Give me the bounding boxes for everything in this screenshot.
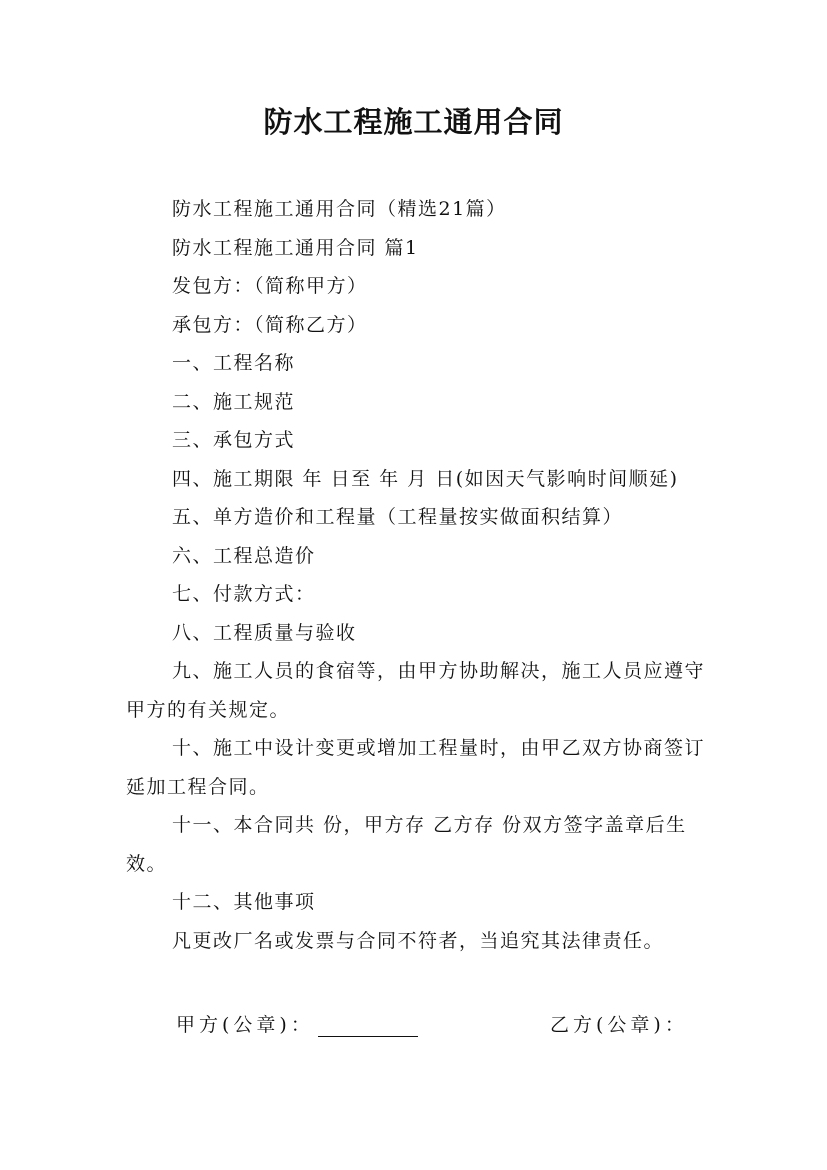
paragraph: 十二、其他事项 bbox=[172, 891, 316, 913]
paragraph: 七、付款方式： bbox=[172, 583, 316, 605]
paragraph: 二、施工规范 bbox=[172, 390, 296, 413]
paragraph: 发包方：（简称甲方） bbox=[172, 275, 368, 297]
document-title: 防水工程施工通用合同 bbox=[263, 105, 564, 139]
paragraph: 十、施工中设计变更或增加工程量时，由甲乙双方协商签订延加工程合同。 bbox=[126, 737, 706, 798]
paragraph: 九、施工人员的食宿等，由甲方协助解决，施工人员应遵守甲方的有关规定。 bbox=[126, 660, 706, 721]
paragraph: 十一、本合同共 份，甲方存 乙方存 份双方签字盖章后生效。 bbox=[126, 814, 687, 875]
party-b-signature bbox=[550, 1010, 688, 1037]
paragraph: 六、工程总造价 bbox=[172, 544, 316, 567]
paragraph: 八、工程质量与验收 bbox=[172, 621, 357, 644]
party-a-label: 甲方(公章)： bbox=[176, 1014, 314, 1036]
paragraph: 防水工程施工通用合同（精选21篇） bbox=[172, 198, 507, 220]
paragraph: 一、工程名称 bbox=[172, 352, 296, 374]
party-a-signature-line bbox=[318, 1018, 418, 1037]
paragraph: 防水工程施工通用合同 篇1 bbox=[172, 236, 419, 259]
paragraph: 四、施工期限 年 日至 年 月 日(如因天气影响时间顺延) bbox=[172, 467, 679, 490]
paragraph: 承包方：（简称乙方） bbox=[172, 313, 368, 336]
document-body bbox=[126, 190, 706, 960]
party-a-signature bbox=[176, 1010, 418, 1037]
party-b-label: 乙方(公章)： bbox=[550, 1014, 688, 1036]
paragraph: 凡更改厂名或发票与合同不符者，当追究其法律责任。 bbox=[172, 929, 665, 952]
paragraph: 五、单方造价和工程量（工程量按实做面积结算） bbox=[172, 506, 624, 528]
paragraph: 三、承包方式 bbox=[172, 429, 296, 451]
